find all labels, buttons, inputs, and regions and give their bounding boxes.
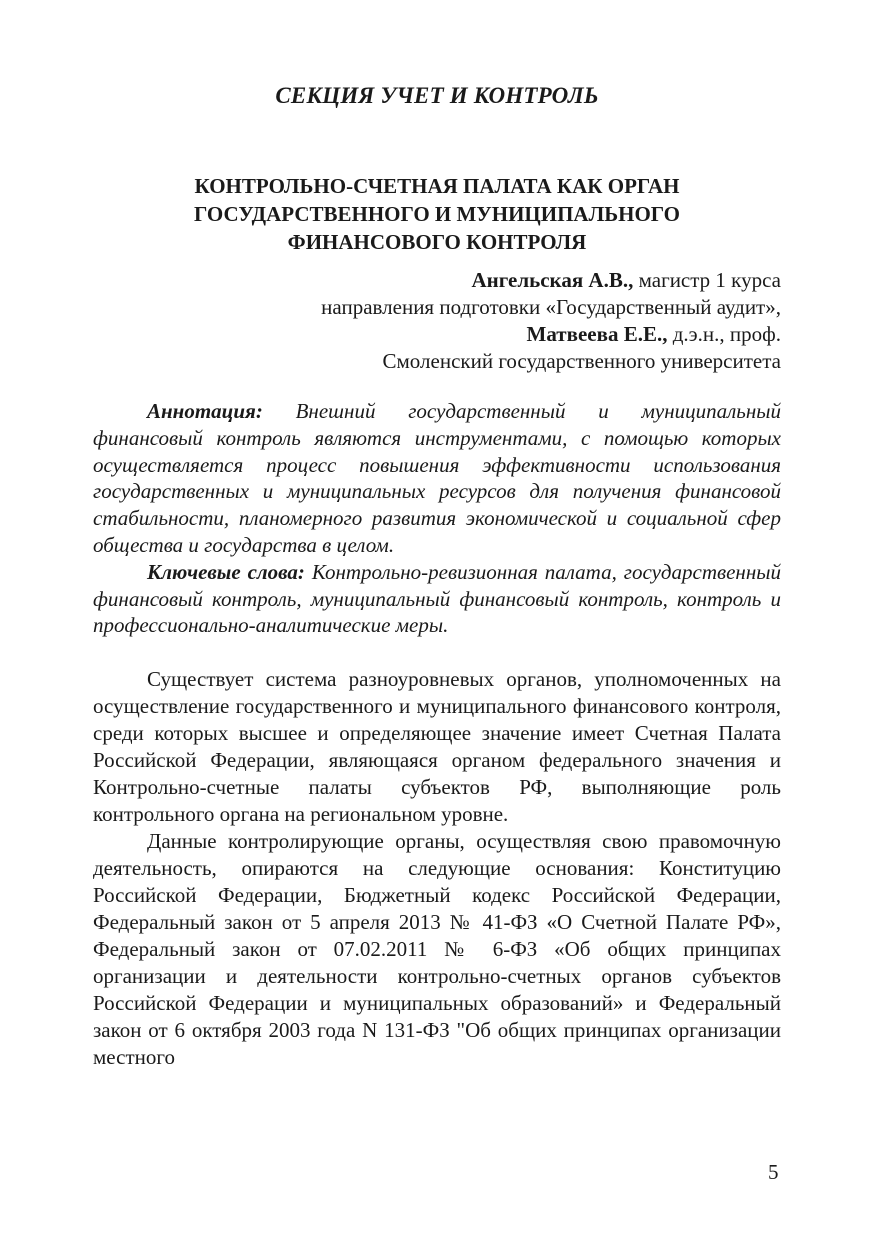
section-heading: СЕКЦИЯ УЧЕТ И КОНТРОЛЬ: [275, 83, 599, 108]
affiliation: Смоленский государственного университета: [382, 349, 781, 373]
author-block: [93, 267, 781, 375]
page-content: [93, 82, 781, 1071]
keywords-label: Ключевые слова:: [147, 559, 305, 584]
paper-title-line-1: КОНТРОЛЬНО-СЧЕТНАЯ ПАЛАТА КАК ОРГАН: [194, 174, 680, 198]
page-number: 5: [768, 1160, 779, 1184]
author-1-name: Ангельская А.В.,: [471, 268, 634, 292]
body-text: [93, 666, 781, 1071]
abstract-block: [93, 398, 781, 639]
paper-title: [93, 172, 781, 256]
author-1-role: магистр 1 курса: [633, 268, 781, 292]
author-1-program: направления подготовки «Государственный аудит»,: [321, 295, 781, 319]
author-2-name: Матвеева Е.Е.,: [526, 322, 668, 346]
paper-title-line-3: ФИНАНСОВОГО КОНТРОЛЯ: [287, 230, 587, 254]
keywords-text: Контрольно-ревизионная палата, государственный финансовый контроль, муниципальный финансовый контроль, контроль и профессионально-аналитические меры.: [93, 559, 781, 638]
author-2-line: [93, 321, 781, 348]
paper-title-line-2: ГОСУДАРСТВЕННОГО И МУНИЦИПАЛЬНОГО: [194, 202, 680, 226]
abstract-paragraph: [93, 398, 781, 559]
abstract-label: Аннотация:: [147, 399, 263, 423]
abstract-text: Внешний государственный и муниципальный финансовый контроль являются инструментами, с помощью которых осуществляется процесс повышения эффективности использования государственных и муниципальных ресурсов для получения финансовой стабильности, планомерного развития экономической и социальной сфер общества и государства в целом.: [93, 399, 781, 557]
author-1-line: [93, 267, 781, 294]
body-paragraph-1: Существует система разноуровневых органов, уполномоченных на осуществление государственного и муниципального финансового контроля, среди которых высшее и определяющее значение имеет Счетная Палата Российской Федерации, являющаяся органом федерального значения и Контрольно-счетные палаты субъектов РФ, выполняющие роль контрольного органа на региональном уровне.: [93, 667, 781, 827]
body-paragraph-2: Данные контролирующие органы, осуществляя свою правомочную деятельность, опираются на следующие основания: Конституцию Российской Федерации, Бюджетный кодекс Российской Федерации, Федеральный закон от 5 апреля 2013 № 41-ФЗ «О Счетной Палате РФ», Федеральный закон от 07.02.2011 № 6-ФЗ «Об общих принципах организации и деятельности контрольно-счетных органов субъектов Российской Федерации и муниципальных образований» и Федеральный закон от 6 октября 2003 года N 131-ФЗ "Об общих принципах организации местного: [93, 829, 781, 1070]
author-2-role: д.э.н., проф.: [667, 322, 781, 346]
keywords-paragraph: [93, 559, 781, 639]
